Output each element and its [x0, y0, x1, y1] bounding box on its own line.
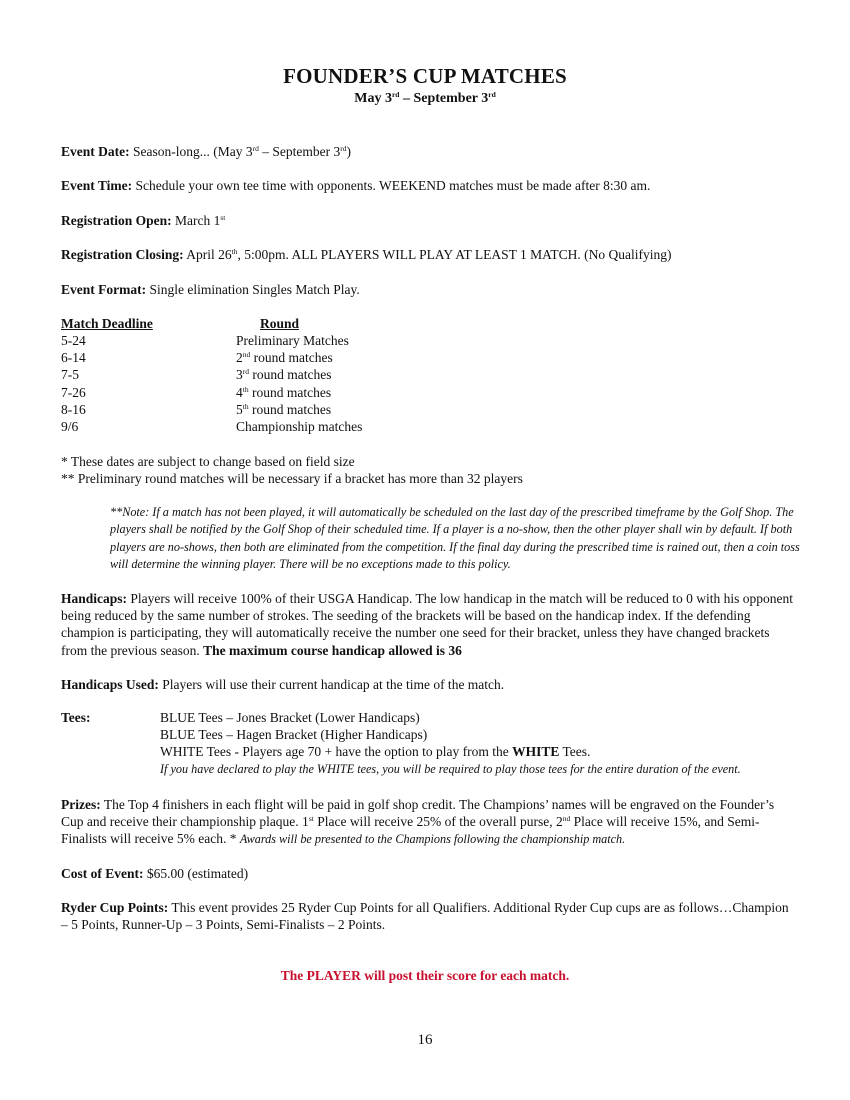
- prizes-awards-note: Awards will be presented to the Champions following the championship match.: [239, 832, 626, 847]
- round-ordinal: rd: [242, 367, 249, 376]
- tee-white-text: WHITE Tees - Players age 70 + have the option to play from the: [160, 744, 513, 759]
- event-date-text-3: ): [346, 144, 351, 159]
- round-ordinal: nd: [242, 350, 251, 359]
- registration-open-label: Registration Open:: [61, 213, 172, 228]
- tee-white-bold: WHITE: [512, 744, 560, 759]
- handicaps-text: Players will receive 100% of their USGA Handicap. The low handicap in the match will be reduced to 0 with his opponent being reduced by the same number of strokes. The seeding of the brackets will be based on the handicap index. If the defending champion is participating, they will automatically receive the number one seed for their bracket, unless they have changed brackets from the previous season.: [61, 591, 793, 658]
- round-text: round matches: [249, 367, 332, 382]
- event-date-label: Event Date:: [61, 144, 130, 159]
- schedule-row: [0, 350, 850, 367]
- event-date-text-2: – September 3: [258, 144, 341, 159]
- schedule-deadline: 7-5: [61, 367, 79, 382]
- cost-of-event: [61, 865, 796, 882]
- ryder-text: This event provides 25 Ryder Cup Points for all Qualifiers. Additional Ryder Cup cups are as follows…Champion – 5 Points, Runner-Up – 3 Points, Semi-Finalists – 2 Points.: [61, 900, 789, 933]
- schedule-round: [236, 350, 333, 366]
- footnote-field-size: * These dates are subject to change based on field size: [61, 454, 355, 469]
- round-text: Championship matches: [236, 419, 363, 434]
- round-ordinal: th: [242, 402, 249, 411]
- round-text: round matches: [248, 402, 332, 417]
- registration-closing-text-2: , 5:00pm. ALL PLAYERS WILL PLAY AT LEAST 1 MATCH. (No Qualifying): [237, 247, 672, 262]
- event-format: [61, 281, 796, 298]
- round-number: 2: [236, 350, 243, 365]
- handicaps-max: The maximum course handicap allowed is 36: [203, 642, 462, 658]
- round-number: 3: [236, 367, 243, 382]
- page-subtitle: [0, 91, 850, 107]
- schedule-round: [236, 367, 331, 383]
- subtitle-end: – September 3: [399, 91, 489, 106]
- page-title: FOUNDER’S CUP MATCHES: [283, 64, 567, 88]
- prizes: [61, 796, 796, 849]
- schedule-row: [0, 402, 850, 419]
- schedule-deadline: 8-16: [61, 402, 86, 417]
- event-time-text: Schedule your own tee time with opponents. WEEKEND matches must be made after 8:30 am.: [132, 178, 651, 193]
- registration-closing-sup: th: [231, 247, 238, 256]
- ryder-label: Ryder Cup Points:: [61, 900, 169, 915]
- tee-white-end: Tees.: [559, 744, 591, 759]
- registration-closing-text-1: April 26: [183, 247, 232, 262]
- event-time-label: Event Time:: [61, 178, 133, 193]
- prizes-sup-2: nd: [562, 814, 571, 824]
- tee-blue-jones: BLUE Tees – Jones Bracket (Lower Handicaps): [160, 710, 420, 725]
- registration-open-sup: st: [220, 213, 226, 222]
- schedule-row: [0, 367, 850, 384]
- event-date-text-1: Season-long... (May 3: [129, 144, 253, 159]
- round-text: Preliminary Matches: [236, 333, 349, 348]
- round-text: round matches: [250, 350, 333, 365]
- schedule-deadline: 6-14: [61, 350, 86, 365]
- handicaps-used: [61, 676, 796, 693]
- subtitle-start: May 3: [354, 91, 392, 106]
- footnote-preliminary: ** Preliminary round matches will be necessary if a bracket has more than 32 players: [61, 471, 523, 486]
- event-format-text: Single elimination Singles Match Play.: [146, 282, 360, 297]
- schedule-header-deadline: Match Deadline: [61, 316, 153, 331]
- schedule-row: [0, 385, 850, 402]
- event-format-label: Event Format:: [61, 282, 147, 297]
- event-date-sup-2: rd: [340, 144, 347, 153]
- schedule-round: [236, 385, 331, 401]
- registration-open-text: March 1: [171, 213, 221, 228]
- event-time: [61, 177, 796, 194]
- subtitle-sup-2: rd: [488, 90, 496, 99]
- handicaps-label: Handicaps:: [61, 591, 128, 606]
- cost-text: $65.00 (estimated): [143, 866, 249, 881]
- handicaps: [61, 590, 796, 659]
- schedule-deadline: 5-24: [61, 333, 86, 348]
- prizes-text-3: Place will receive 15%, and Semi-Finalists will receive 5% each. *: [61, 814, 760, 847]
- score-post-notice: The PLAYER will post their score for each match.: [280, 968, 570, 983]
- registration-open: [61, 212, 796, 229]
- schedule-round: [236, 419, 362, 435]
- ryder-cup-points: [61, 899, 796, 933]
- round-number: 4: [236, 385, 243, 400]
- event-date-sup-1: rd: [252, 144, 259, 153]
- schedule-round: [236, 333, 349, 349]
- subtitle-sup-1: rd: [391, 90, 400, 99]
- round-text: round matches: [248, 385, 332, 400]
- round-ordinal: th: [242, 385, 249, 394]
- schedule-deadline: 7-26: [61, 385, 86, 400]
- tee-blue-hagen: BLUE Tees – Hagen Bracket (Higher Handicaps): [160, 727, 428, 742]
- cost-label: Cost of Event:: [61, 866, 144, 881]
- round-number: 5: [236, 402, 243, 417]
- prizes-text-2: Place will receive 25% of the overall purse, 2: [313, 814, 563, 830]
- schedule-deadline: 9/6: [61, 419, 79, 434]
- prizes-label: Prizes:: [61, 797, 101, 812]
- page-number: 16: [417, 1032, 433, 1048]
- schedule-row: [0, 419, 850, 436]
- schedule-round: [236, 402, 331, 418]
- tee-white: [160, 744, 590, 760]
- schedule-header-round: Round: [260, 316, 300, 331]
- match-policy-note: **Note: If a match has not been played, it will automatically be scheduled on the last day of the prescribed timeframe by the Golf Shop. The players shall be notified by the Golf Shop of their scheduled time. If a player is a no-show, then the other player shall win by default. If both players are no-shows, then both are eliminated from the competition. If the final day during the prescribed time is rained out, then a coin toss will determine the winning player. There will be no exceptions made to this policy.: [110, 505, 800, 571]
- tee-white-note: If you have declared to play the WHITE tees, you will be required to play those tees for the entire duration of the event.: [160, 762, 741, 776]
- registration-closing-label: Registration Closing:: [61, 247, 184, 262]
- registration-closing: [61, 246, 796, 263]
- prizes-sup-1: st: [308, 814, 314, 824]
- schedule-row: [0, 333, 850, 350]
- prizes-text-1: The Top 4 finishers in each flight will be paid in golf shop credit. The Champions’ names will be engraved on the Founder’s Cup and receive their championship plaque. 1: [61, 797, 775, 830]
- handicaps-used-label: Handicaps Used:: [61, 677, 159, 692]
- event-date: [61, 143, 796, 160]
- tees-label: Tees:: [61, 710, 91, 725]
- handicaps-used-text: Players will use their current handicap at the time of the match.: [158, 677, 505, 692]
